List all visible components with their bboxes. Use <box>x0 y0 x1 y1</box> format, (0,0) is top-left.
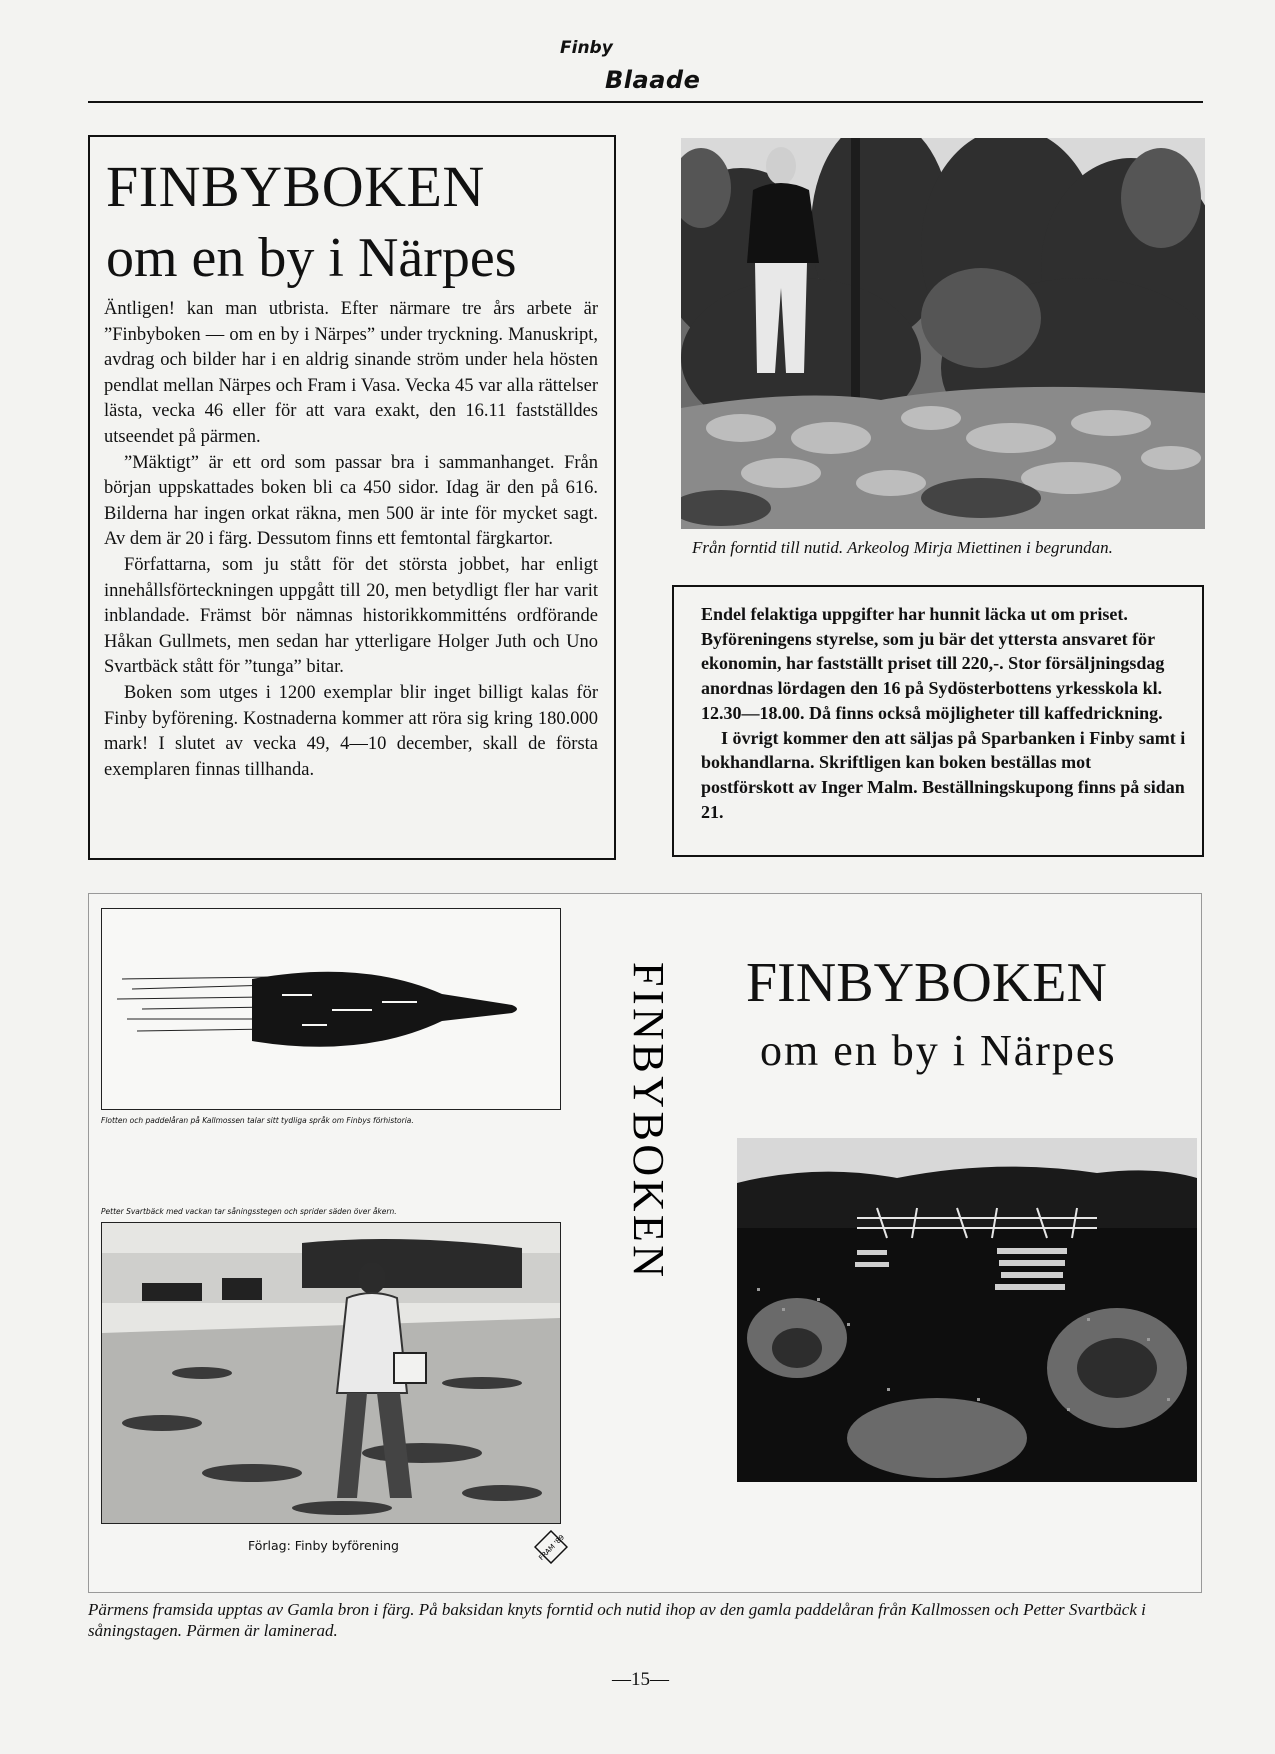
notice-paragraph: Endel felaktiga uppgifter har hunnit läcka ut om priset. Byföreningens styrelse, som ju bär det yttersta ansvaret för ekonomin, har fastställt priset till 220,-. Stor försäljningsdag anordnas lördagen den 16 på Sydösterbottens yrkesskola kl. 12.30—18.00. Då finns också möjligheter till kaffedrickning. <box>701 604 1165 723</box>
article-paragraph: Äntligen! kan man utbrista. Efter närmare tre års arbete är ”Finbyboken — om en by i Närpes” under tryckning. Manuskript, avdrag och bilder har i en aldrig sinande ström under hela hösten pendlat mellan Närpes och Fram i Vasa. Vecka 45 var alla rättelser lästa, vecka 46 eller för att vara exakt, den 16.11 fastställdes utseendet på pärmen. <box>104 299 598 447</box>
cover-caption: Pärmens framsida upptas av Gamla bron i färg. På baksidan knyts forntid och nutid ihop av den gamla paddelåran från Kallmossen och Petter Svartbäck i såningstagen. Pärmen är laminerad. <box>88 1600 1146 1640</box>
publisher-logo <box>534 1530 568 1564</box>
notice-body <box>701 602 1186 824</box>
book-spine <box>620 962 672 1352</box>
page-number: —15— <box>612 1669 669 1690</box>
cover-front-subtitle: om en by i Närpes <box>760 1026 1117 1075</box>
article-subtitle: om en by i Närpes <box>106 227 517 289</box>
spine-title: FINBYBOKEN <box>624 962 672 1281</box>
article-paragraph: Författarna, som ju stått för det största jobbet, har enligt innehållsförteckningen uppgått till 20, men betydligt fler har varit inblandade. Främst bör nämnas historikkommitténs ordförande Håkan Gullmets, men sedan har ytterligare Holger Juth och Uno Svartbäck stått för ”tunga” bitar. <box>104 554 598 678</box>
back-cover-caption-1: Flotten och paddelåran på Kallmossen talar sitt tydliga språk om Finbys förhistoria. <box>101 1116 414 1125</box>
logo-text: FRAM '89 <box>537 1533 567 1563</box>
masthead-blaade: Blaade <box>605 66 701 94</box>
masthead-rule <box>88 101 1203 103</box>
forest-photo-illustration <box>681 138 1205 529</box>
article-paragraph: ”Mäktigt” är ett ord som passar bra i sammanhanget. Från början uppskattades boken bli ca 450 sidor. Idag är den på 616. Bilderna har ingen orkat räkna, men 500 är inte för mycket sagt. Av dem är 20 i färg. Dessutom finns ett femtontal färgkartor. <box>104 452 598 550</box>
article-body <box>104 297 598 783</box>
article-paragraph: Boken som utges i 1200 exemplar blir inget billigt kalas för Finby byförening. Kostnaderna kommer att röra sig kring 180.000 mark! I slutet av vecka 49, 4—10 december, skall de första exemplaren finnas tillhanda. <box>104 682 598 780</box>
bridge-illustration <box>737 1138 1197 1482</box>
fram-logo-icon <box>534 1530 568 1564</box>
old-bridge-photo <box>737 1138 1197 1482</box>
paddle-illustration <box>102 909 560 1109</box>
paddle-photo <box>101 908 561 1110</box>
photo-caption: Från forntid till nutid. Arkeolog Mirja Miettinen i begrundan. <box>692 538 1113 557</box>
notice-paragraph: I övrigt kommer den att säljas på Sparbanken i Finby samt i bokhandlarna. Skriftligen kan boken beställas mot postförskott av Inger Malm. Beställningskupong finns på sidan 21. <box>701 727 1186 822</box>
archaeologist-photo <box>681 138 1205 529</box>
article-title: FINBYBOKEN <box>106 154 485 219</box>
sower-photo <box>101 1222 561 1524</box>
publisher-label: Förlag: Finby byförening <box>248 1538 399 1553</box>
sower-illustration <box>102 1223 560 1523</box>
spine-svg <box>620 962 672 1352</box>
back-cover-caption-2: Petter Svartbäck med vackan tar såningsstegen och sprider säden över åkern. <box>101 1207 397 1216</box>
cover-front-title: FINBYBOKEN <box>746 952 1107 1014</box>
masthead-finby: Finby <box>560 38 613 58</box>
